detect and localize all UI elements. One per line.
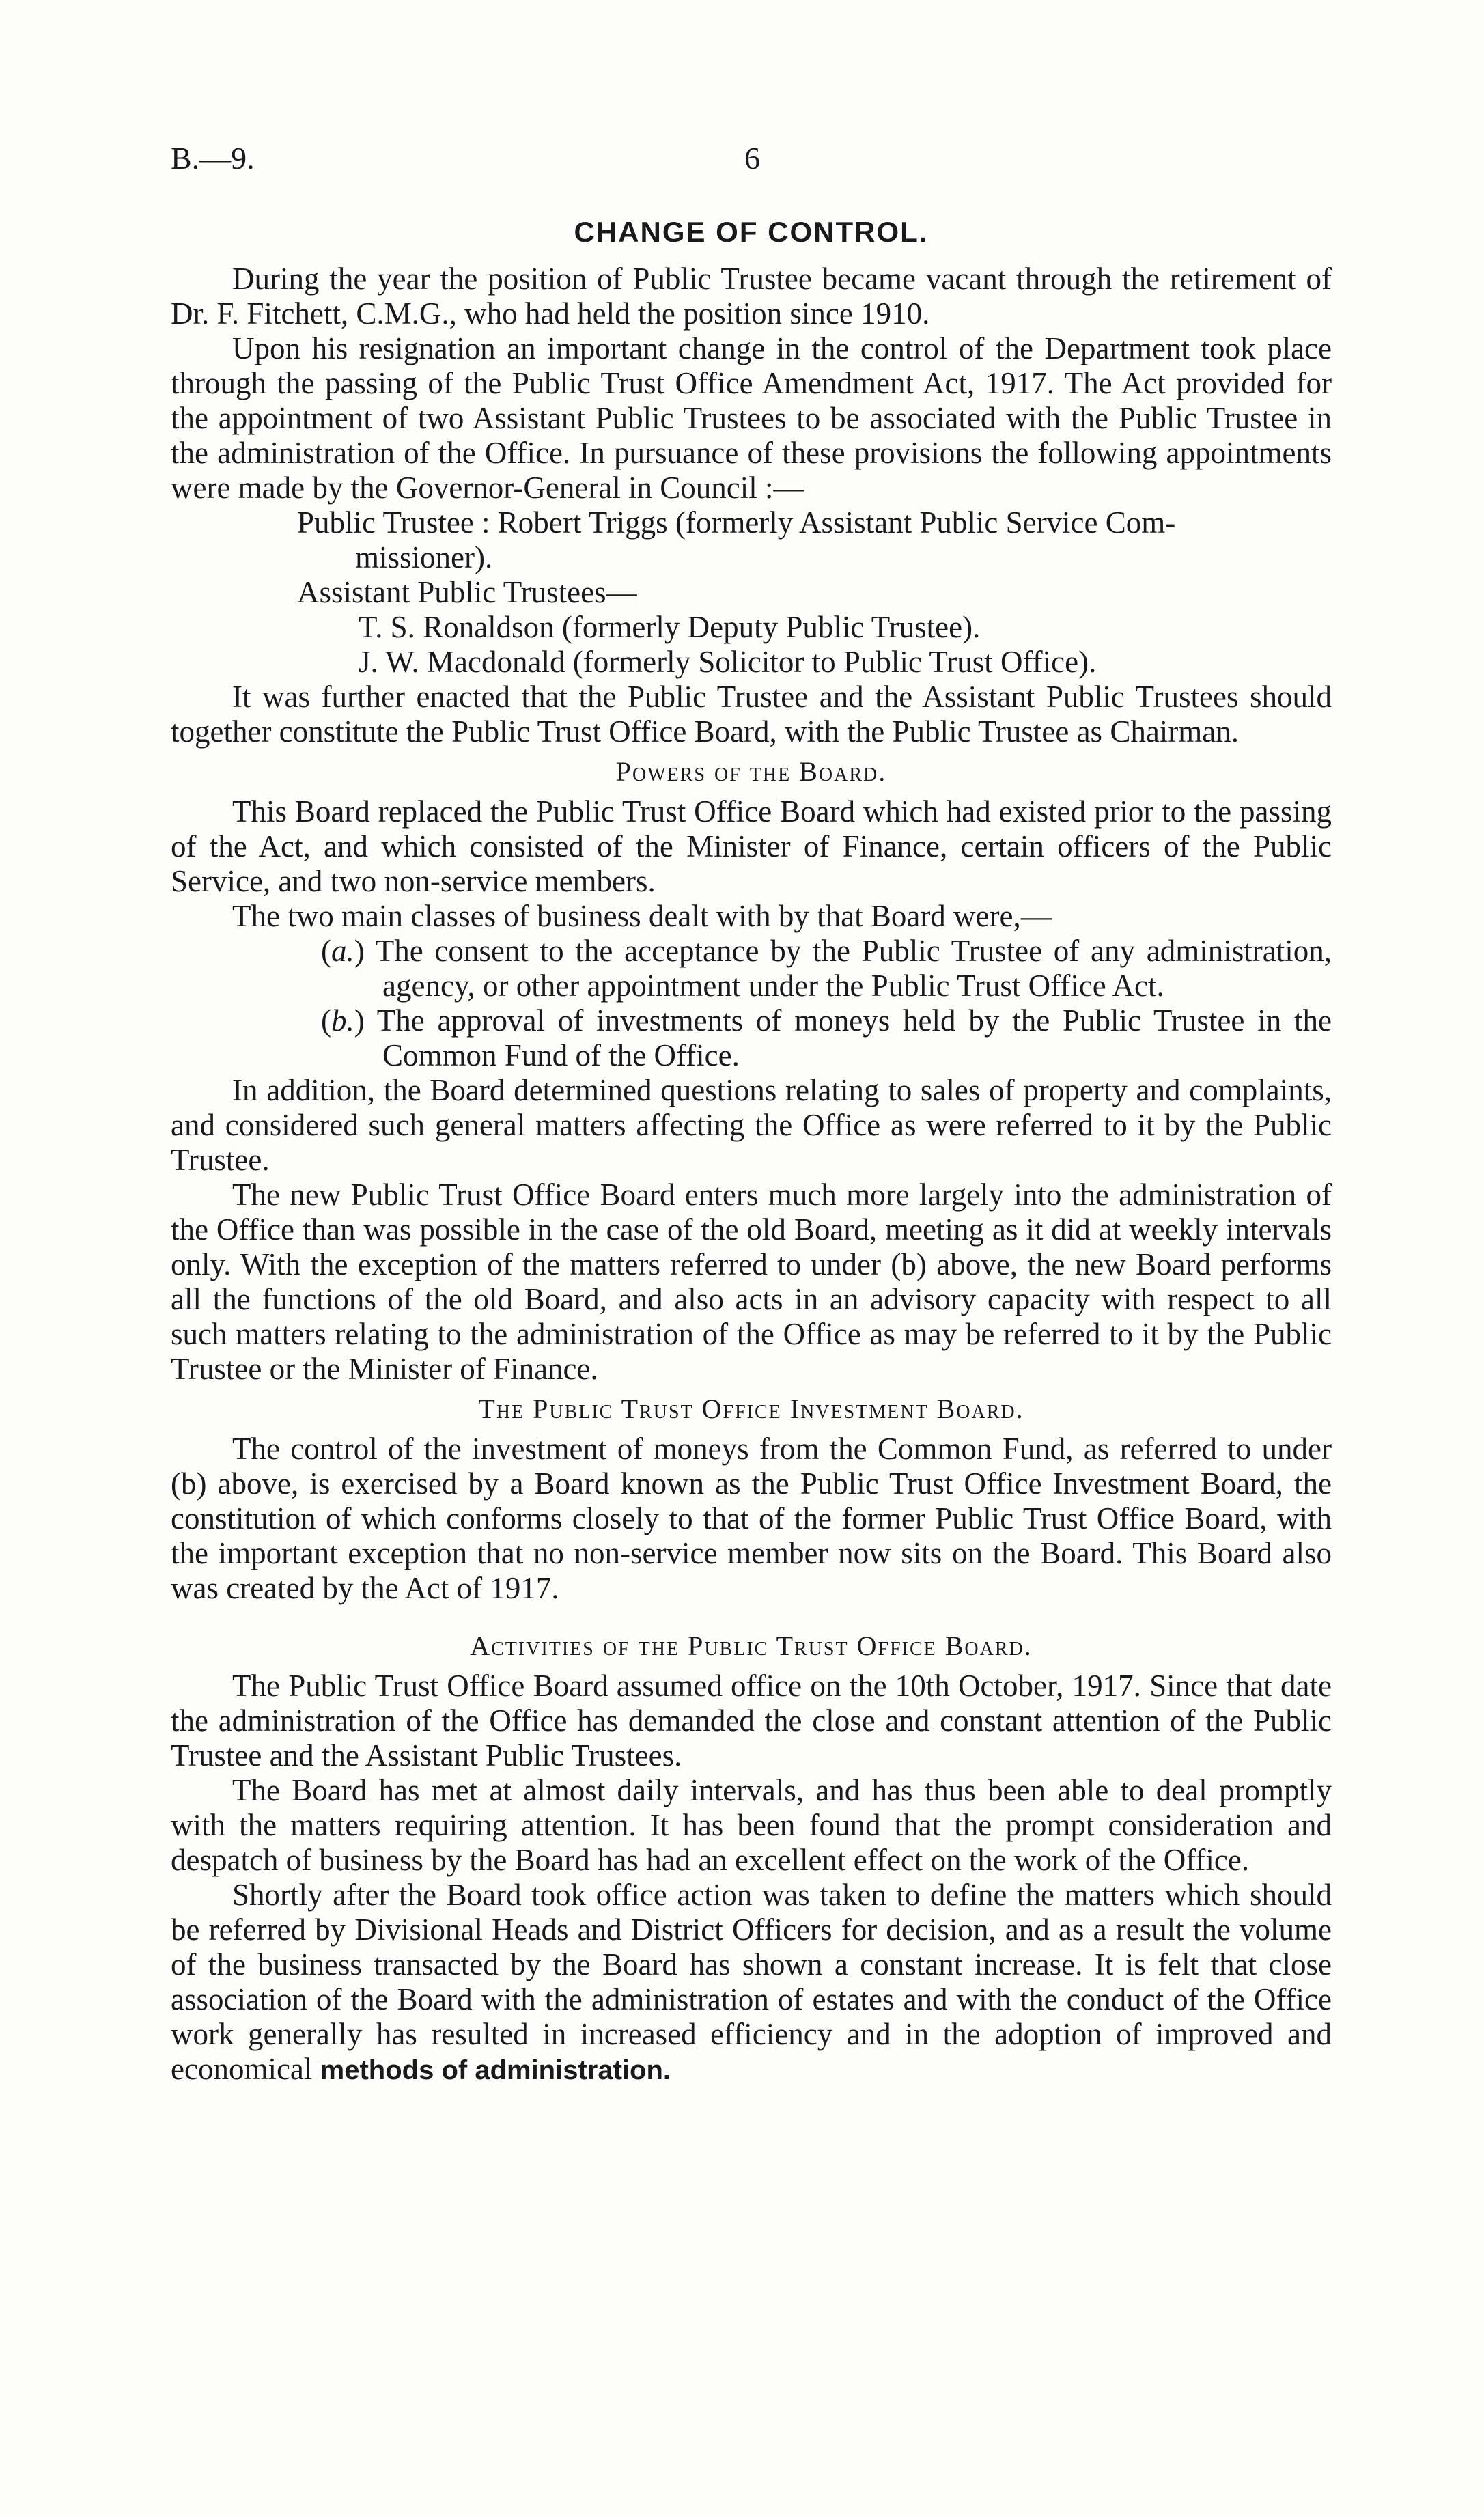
heading-activities: Activities of the Public Trust Office Board.: [470, 1630, 1033, 1661]
paragraph-daily-intervals: The Board has met at almost daily intervals, and has thus been able to deal promptly with the matters requiring attention. It has been found that the prompt consideration and despatch of business by the Board has had an excellent effect on the work of the Office.: [171, 1773, 1332, 1877]
appointment-public-trustee-line2: missioner).: [355, 540, 493, 574]
list-item-a: [171, 934, 1332, 1003]
paragraph-additional-duties: In addition, the Board determined questions relating to sales of property and complaints, and considered such general matters affecting the Office as were referred to it by the Public Trustee.: [171, 1073, 1332, 1177]
appointment-public-trustee-line1: Public Trustee : Robert Triggs (formerly Assistant Public Service Com-: [297, 505, 1176, 540]
assistant-trustee-ronaldson: T. S. Ronaldson (formerly Deputy Public Trustee).: [359, 610, 981, 644]
appointment-public-trustee: [171, 505, 1332, 575]
section-title: CHANGE OF CONTROL.: [574, 216, 929, 248]
page-number: 6: [744, 141, 760, 176]
paragraph-board-replaced: This Board replaced the Public Trust Office Board which had existed prior to the passing of the Act, and which consisted of the Minister of Finance, certain officers of the Public Service, and two non-service members.: [171, 794, 1332, 898]
assistant-trustees-heading: Assistant Public Trustees—: [297, 575, 637, 609]
list-item-a-text: The consent to the acceptance by the Public Trustee of any administration, agency, or other appointment under the Public Trust Office Act.: [375, 934, 1332, 1003]
page-header: [171, 140, 1332, 181]
list-item-b-text: The approval of investments of moneys held by the Public Trustee in the Common Fund of the Office.: [376, 1003, 1332, 1072]
assistant-trustee-macdonald: J. W. Macdonald (formerly Solicitor to Public Trust Office).: [359, 645, 1097, 679]
paragraph-new-board: The new Public Trust Office Board enters much more largely into the administration of the Office than was possible in the case of the old Board, meeting as it did at weekly intervals only. With the exception of the matters referred to under (b) above, the new Board performs all the functions of the old Board, and also acts in an advisory capacity with respect to all such matters relating to the administration of the Office as may be referred to it by the Public Trustee or the Minister of Finance.: [171, 1178, 1332, 1386]
list-item-a-marker: (a.): [321, 934, 365, 968]
page-body: [171, 208, 1332, 2088]
paragraph-investment-board: The control of the investment of moneys from the Common Fund, as referred to under (b) above, is exercised by a Board known as the Public Trust Office Investment Board, the constitution of which conforms closely to that of the former Public Trust Office Board, with the important exception that no non-service member now sits on the Board. This Board also was created by the Act of 1917.: [171, 1432, 1332, 1605]
section-spacer: [171, 1606, 1332, 1624]
paragraph-define-matters: [171, 1878, 1332, 2088]
paragraph-define-matters-text: Shortly after the Board took office action was taken to define the matters which should be referred by Divisional Heads and District Officers for decision, and as a result the volume of the business transacted by the Board has shown a constant increase. It is felt that close association of the Board with the administration of estates and with the conduct of the Office work generally has resulted in increased efficiency and in the adoption of improved and economical: [171, 1878, 1332, 2086]
list-item-b-marker: (b.): [321, 1003, 365, 1038]
list-item-b: [171, 1003, 1332, 1073]
paragraph-amendment-act: Upon his resignation an important change in the control of the Department took place through the passing of the Public Trust Office Amendment Act, 1917. The Act provided for the appointment of two Assistant Public Trustees to be associated with the Public Trustee in the administration of the Office. In pursuance of these provisions the following appointments were made by the Governor-General in Council :—: [171, 331, 1332, 505]
paragraph-assumed-office: The Public Trust Office Board assumed office on the 10th October, 1917. Since that date the administration of the Office has demanded the close and constant attention of the Public Trustee and the Assistant Public Trustees.: [171, 1669, 1332, 1772]
paragraph-two-classes: The two main classes of business dealt with by that Board were,—: [232, 899, 1052, 933]
paragraph-vacancy: During the year the position of Public Trustee became vacant through the retirement of Dr. F. Fitchett, C.M.G., who had held the position since 1910.: [171, 262, 1332, 331]
heading-investment-board: The Public Trust Office Investment Board.: [478, 1393, 1024, 1424]
document-reference: B.—9.: [171, 141, 255, 176]
paragraph-define-matters-ending: methods of administration.: [320, 2055, 671, 2085]
paragraph-board-constitution: It was further enacted that the Public Trustee and the Assistant Public Trustees should together constitute the Public Trust Office Board, with the Public Trustee as Chairman.: [171, 680, 1332, 749]
heading-powers-of-the-board: Powers of the Board.: [615, 756, 887, 787]
